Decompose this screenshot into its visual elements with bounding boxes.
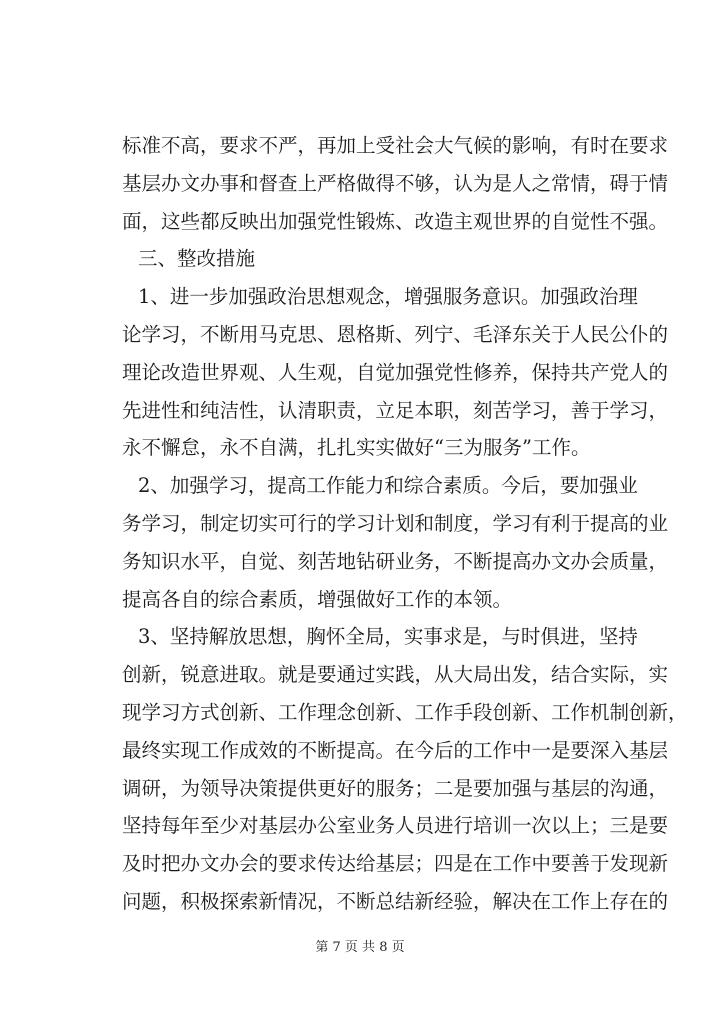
text-line: 务学习，制定切实可行的学习计划和制度，学习有利于提高的业	[122, 511, 669, 535]
text-line: 永不懈怠，永不自满，扎扎实实做好“三为服务”工作。	[122, 436, 591, 460]
text-line: 调研，为领导决策提供更好的服务；二是要加强与基层的沟通，	[122, 776, 669, 800]
text-line: 最终实现工作成效的不断提高。在今后的工作中一是要深入基层	[122, 738, 669, 762]
text-line: 务知识水平，自觉、刻苦地钻研业务，不断提高办文办会质量，	[122, 549, 669, 573]
text-line: 及时把办文办会的要求传达给基层；四是在工作中要善于发现新	[122, 852, 669, 876]
text-line: 基层办文办事和督查上严格做得不够，认为是人之常情，碍于情	[122, 171, 669, 195]
text-line: 论学习，不断用马克思、恩格斯、列宁、毛泽东关于人民公仆的	[122, 322, 669, 346]
text-line: 1、进一步加强政治思想观念，增强服务意识。加强政治理	[138, 285, 638, 309]
text-line: 2、加强学习，提高工作能力和综合素质。今后，要加强业	[138, 474, 638, 498]
text-line: 先进性和纯洁性，认清职责，立足本职，刻苦学习，善于学习，	[122, 398, 669, 422]
body-text	[122, 127, 688, 921]
text-line: 问题，积极探索新情况，不断总结新经验，解决在工作上存在的	[122, 889, 669, 913]
section-heading: 三、整改措施	[138, 247, 256, 271]
text-line: 理论改造世界观、人生观，自觉加强党性修养，保持共产党人的	[122, 360, 669, 384]
text-line: 标准不高，要求不严，再加上受社会大气候的影响，有时在要求	[122, 134, 669, 157]
text-line: 坚持每年至少对基层办公室业务人员进行培训一次以上；三是要	[122, 814, 669, 838]
text-line: 面，这些都反映出加强党性锻炼、改造主观世界的自觉性不强。	[122, 209, 669, 233]
text-line: 3、坚持解放思想，胸怀全局，实事求是，与时俱进，坚持	[138, 625, 638, 649]
text-line: 创新，锐意进取。就是要通过实践，从大局出发，结合实际，实	[122, 663, 669, 687]
text-line: 现学习方式创新、工作理念创新、工作手段创新、工作机制创新，	[122, 700, 688, 724]
page-number: 第 7 页 共 8 页	[315, 940, 405, 955]
text-line: 提高各自的综合素质，增强做好工作的本领。	[122, 587, 513, 611]
